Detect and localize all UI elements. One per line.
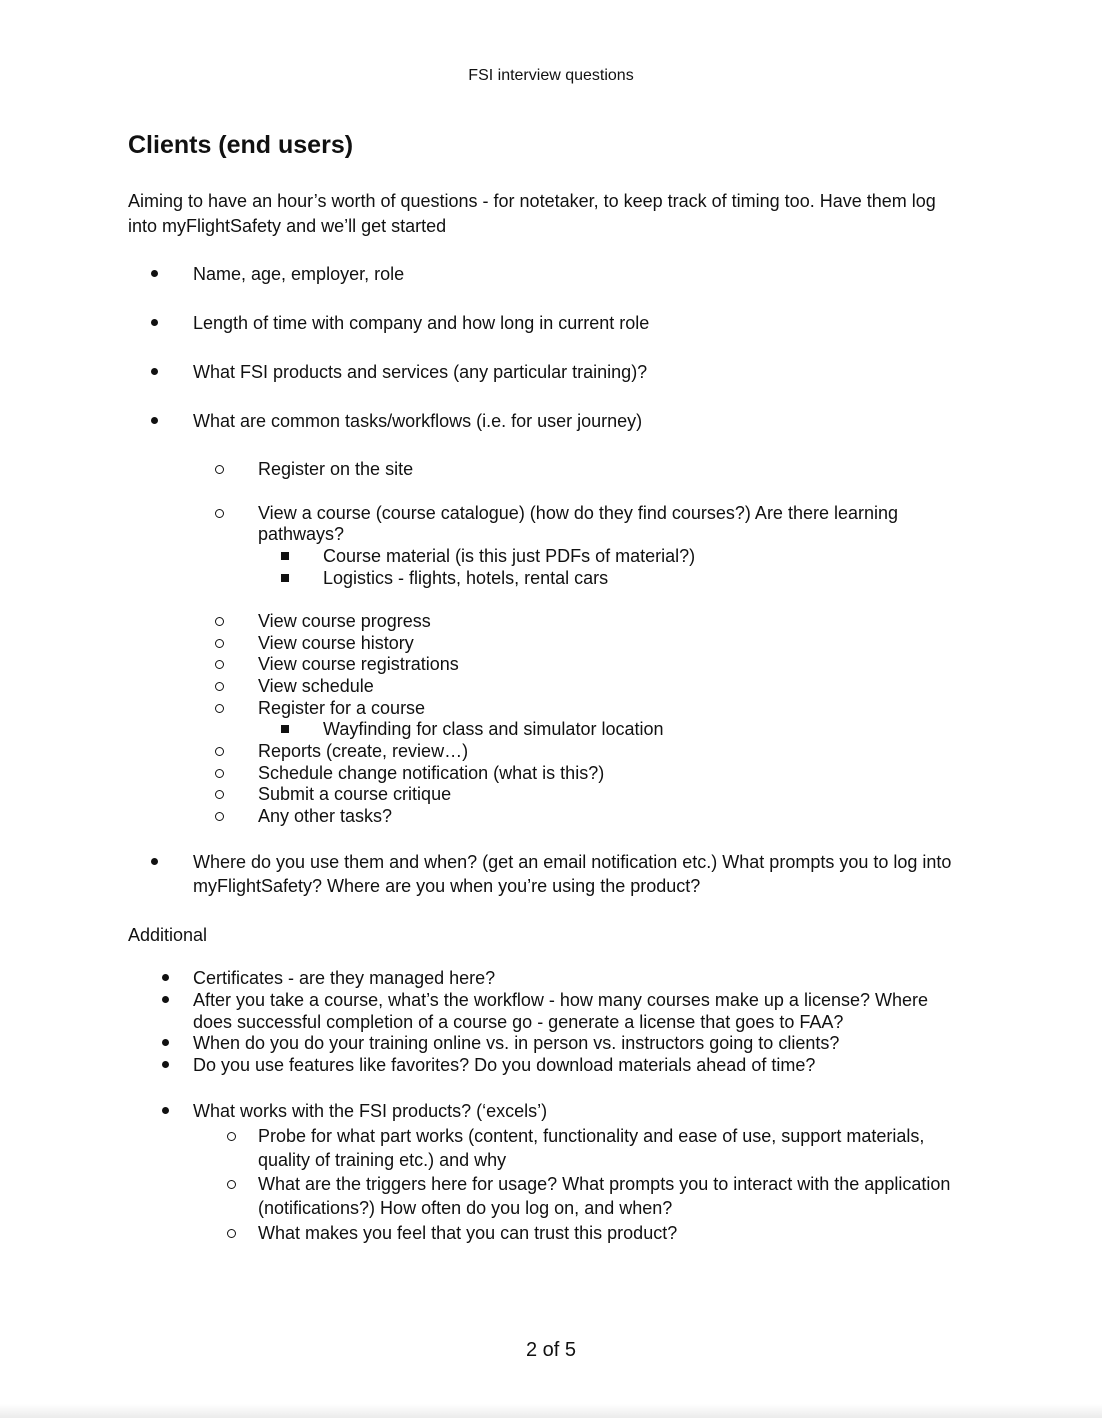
list-item: Any other tasks? bbox=[258, 806, 393, 826]
list-item-continuation: does successful completion of a course go - generate a license that goes to FAA? bbox=[193, 1012, 844, 1032]
list-item: View a course (course catalogue) (how do they find courses?) Are there learning bbox=[258, 503, 899, 523]
list-item-continuation: pathways? bbox=[258, 524, 345, 544]
circle-bullet-icon bbox=[215, 747, 224, 756]
additional-label: Additional bbox=[128, 925, 208, 945]
list-item: When do you do your training online vs. in person vs. instructors going to clients? bbox=[193, 1033, 840, 1053]
bullet-icon bbox=[151, 319, 158, 326]
square-bullet-icon bbox=[281, 574, 289, 582]
circle-bullet-icon bbox=[215, 639, 224, 648]
list-item: Reports (create, review…) bbox=[258, 741, 469, 761]
intro-line-1: Aiming to have an hour’s worth of questions - for notetaker, to keep track of timing too. Have them log bbox=[128, 191, 936, 211]
bullet-icon bbox=[151, 858, 158, 865]
list-item: Certificates - are they managed here? bbox=[193, 968, 496, 988]
list-item: What makes you feel that you can trust this product? bbox=[258, 1223, 678, 1243]
square-bullet-icon bbox=[281, 552, 289, 560]
page-bottom-shadow bbox=[0, 1404, 1102, 1418]
circle-bullet-icon bbox=[215, 509, 224, 518]
page-number: 2 of 5 bbox=[525, 1339, 577, 1361]
circle-bullet-icon bbox=[215, 812, 224, 821]
list-item: What works with the FSI products? (‘excels’) bbox=[193, 1101, 548, 1121]
bullet-icon bbox=[151, 270, 158, 277]
list-item: View course registrations bbox=[258, 654, 459, 674]
list-item: Name, age, employer, role bbox=[193, 264, 405, 284]
circle-bullet-icon bbox=[215, 465, 224, 474]
list-item: Length of time with company and how long in current role bbox=[193, 313, 650, 333]
circle-bullet-icon bbox=[227, 1132, 236, 1141]
bullet-icon bbox=[151, 417, 158, 424]
list-item: Course material (is this just PDFs of material?) bbox=[323, 546, 696, 566]
list-item: Register on the site bbox=[258, 459, 414, 479]
bullet-icon bbox=[162, 974, 169, 981]
page-header: FSI interview questions bbox=[468, 67, 634, 84]
list-item-continuation: (notifications?) How often do you log on, and when? bbox=[258, 1198, 673, 1218]
list-item: Probe for what part works (content, functionality and ease of use, support materials, bbox=[258, 1126, 925, 1146]
list-item: Do you use features like favorites? Do you download materials ahead of time? bbox=[193, 1055, 816, 1075]
list-item: What FSI products and services (any particular training)? bbox=[193, 362, 648, 382]
list-item: Logistics - flights, hotels, rental cars bbox=[323, 568, 609, 588]
list-item: View course history bbox=[258, 633, 414, 653]
circle-bullet-icon bbox=[227, 1229, 236, 1238]
list-item: Wayfinding for class and simulator location bbox=[323, 719, 664, 739]
intro-line-2: into myFlightSafety and we’ll get started bbox=[128, 216, 447, 236]
list-item: Submit a course critique bbox=[258, 784, 452, 804]
list-item: What are common tasks/workflows (i.e. for user journey) bbox=[193, 411, 643, 431]
list-item-continuation: quality of training etc.) and why bbox=[258, 1150, 507, 1170]
circle-bullet-icon bbox=[215, 682, 224, 691]
list-item: After you take a course, what’s the workflow - how many courses make up a license? Where bbox=[193, 990, 929, 1010]
list-item: View course progress bbox=[258, 611, 431, 631]
circle-bullet-icon bbox=[215, 769, 224, 778]
circle-bullet-icon bbox=[215, 790, 224, 799]
bullet-icon bbox=[162, 1107, 169, 1114]
circle-bullet-icon bbox=[215, 704, 224, 713]
square-bullet-icon bbox=[281, 725, 289, 733]
bullet-icon bbox=[162, 1061, 169, 1068]
circle-bullet-icon bbox=[215, 660, 224, 669]
bullet-icon bbox=[162, 1039, 169, 1046]
section-title: Clients (end users) bbox=[128, 131, 354, 159]
circle-bullet-icon bbox=[227, 1180, 236, 1189]
list-item: What are the triggers here for usage? What prompts you to interact with the application bbox=[258, 1174, 951, 1194]
circle-bullet-icon bbox=[215, 617, 224, 626]
list-item-continuation: myFlightSafety? Where are you when you’re using the product? bbox=[193, 876, 701, 896]
list-item: Where do you use them and when? (get an email notification etc.) What prompts you to log into bbox=[193, 852, 952, 872]
bullet-icon bbox=[151, 368, 158, 375]
list-item: Register for a course bbox=[258, 698, 426, 718]
list-item: View schedule bbox=[258, 676, 374, 696]
bullet-icon bbox=[162, 996, 169, 1003]
list-item: Schedule change notification (what is this?) bbox=[258, 763, 605, 783]
